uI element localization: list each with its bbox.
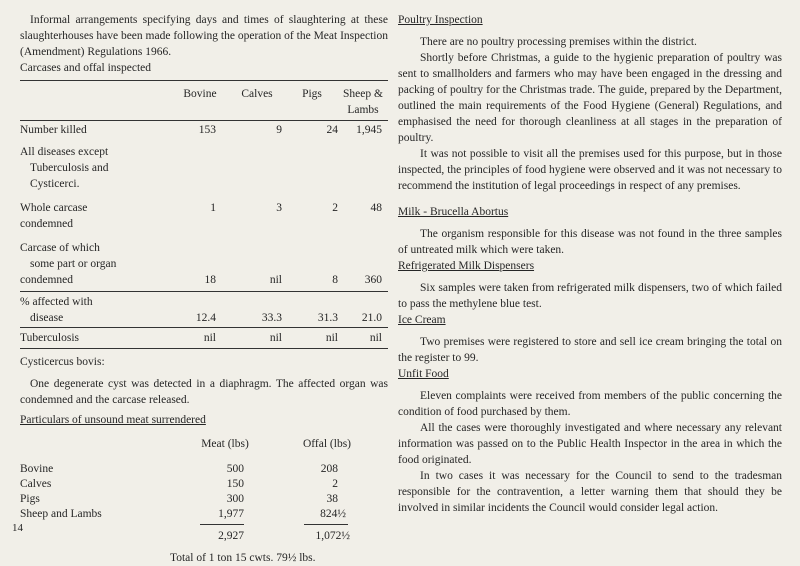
cell-value: 300 <box>226 493 244 505</box>
cysticercus-label: Cysticercus bovis: <box>20 356 105 368</box>
cell-value: 38 <box>326 493 338 505</box>
icecream-heading: Ice Cream <box>398 314 446 326</box>
total-rule <box>304 524 348 525</box>
row-label: condemned <box>20 218 74 230</box>
milk-heading: Milk - Brucella Abortus <box>398 206 509 218</box>
paragraph: All the cases were thoroughly investigated and where necessary any relevant information was passed on to the Public Health Inspector in the area in which the food originated. <box>398 422 782 466</box>
row-label: All diseases except <box>20 146 109 158</box>
row-label: disease <box>30 312 64 324</box>
cell-value: 21.0 <box>361 312 382 324</box>
cell-value: 150 <box>226 478 244 490</box>
header-calves: Calves <box>241 88 273 100</box>
header-meat: Meat (lbs) <box>201 438 249 450</box>
cell-value: nil <box>325 332 338 344</box>
cell-value: 9 <box>276 124 282 136</box>
paragraph: Shortly before Christmas, a guide to the hygienic preparation of poultry was sent to smallholders and farmers who may have been engaged in the dressing and packing of poultry for the Christmas trade. The guide, prepared by the Department, outlined the main requirements of the Food Hygiene (General) Regulations, and emphasised the need for thorough cleanliness at all stages in the preparation of poultry. <box>398 52 782 144</box>
row-label: condemned <box>20 274 74 286</box>
cysticercus-paragraph: One degenerate cyst was detected in a diaphragm. The affected organ was condemned and the carcase released. <box>20 378 388 406</box>
cell-value: nil <box>269 274 282 286</box>
unsound-heading: Particulars of unsound meat surrendered <box>20 414 206 426</box>
paragraph: Two premises were registered to store and sell ice cream bringing the total on the register to 99. <box>398 336 782 364</box>
total-rule <box>200 524 244 525</box>
cell-value: 1,945 <box>356 124 382 136</box>
row-label: Bovine <box>20 463 54 475</box>
row-label: Whole carcase <box>20 202 88 214</box>
cell-value: 31.3 <box>317 312 338 324</box>
table-top-rule <box>20 80 388 81</box>
cell-value: 153 <box>198 124 216 136</box>
milk-section <box>398 204 782 258</box>
intro-paragraph: Informal arrangements specifying days and times of slaughtering at these slaughterhouses have been made following the operation of the Meat Inspection (Amendment) Regulations 1966. <box>20 14 388 58</box>
row-rule <box>20 327 388 328</box>
cell-value: 2 <box>332 202 338 214</box>
cell-value: 500 <box>226 463 244 475</box>
row-label: some part or organ <box>30 258 117 270</box>
page-number: 14 <box>12 522 23 534</box>
carcases-heading: Carcases and offal inspected <box>20 62 152 74</box>
total-offal: 1,072½ <box>315 530 350 542</box>
cell-value: 824½ <box>320 508 346 520</box>
icecream-section <box>398 312 782 366</box>
header-offal: Offal (lbs) <box>302 438 351 450</box>
row-label: Sheep and Lambs <box>20 508 102 520</box>
row-label: Number killed <box>20 124 87 136</box>
paragraph: There are no poultry processing premises within the district. <box>420 36 697 48</box>
cell-value: nil <box>269 332 282 344</box>
paragraph: Six samples were taken from refrigerated milk dispensers, two of which failed to pass the methylene blue test. <box>398 282 782 310</box>
cell-value: 24 <box>326 124 338 136</box>
header-pigs: Pigs <box>302 88 322 100</box>
row-label: Tuberculosis <box>20 332 79 344</box>
cell-value: nil <box>203 332 216 344</box>
cell-value: 12.4 <box>195 312 216 324</box>
total-meat: 2,927 <box>218 530 244 542</box>
cell-value: 48 <box>370 202 382 214</box>
header-sheep: Sheep & <box>343 88 383 100</box>
cell-value: 33.3 <box>261 312 282 324</box>
paragraph: In two cases it was necessary for the Council to send to the tradesman responsible for the contravention, a letter warning them that should they be involved in similar incidents the Council would consider legal action. <box>398 470 782 514</box>
dispensers-heading: Refrigerated Milk Dispensers <box>398 260 535 272</box>
row-label: Calves <box>20 478 52 490</box>
cell-value: 2 <box>332 478 338 490</box>
poultry-heading: Poultry Inspection <box>398 14 483 26</box>
cell-value: 1,977 <box>218 508 244 520</box>
cell-value: 3 <box>276 202 282 214</box>
cell-value: 360 <box>364 274 382 286</box>
row-rule <box>20 291 388 292</box>
dispensers-section <box>398 258 782 312</box>
cell-value: 8 <box>332 274 338 286</box>
row-label: Pigs <box>20 493 40 505</box>
paragraph: The organism responsible for this disease was not found in the three samples of untreated milk which were taken. <box>398 228 782 256</box>
paragraph: Eleven complaints were received from members of the public concerning the condition of food purchased by them. <box>398 390 782 418</box>
unfit-food-heading: Unfit Food <box>398 368 449 380</box>
cell-value: nil <box>369 332 382 344</box>
poultry-section <box>398 12 782 194</box>
cell-value: 1 <box>210 202 216 214</box>
row-label: % affected with <box>20 296 93 308</box>
grand-total: Total of 1 ton 15 cwts. 79½ lbs. <box>170 552 316 564</box>
cell-value: 208 <box>320 463 338 475</box>
paragraph: It was not possible to visit all the premises used for this purpose, but in those inspected, the principles of food hygiene were observed and it was not necessary to recommend the institution of legal proceedings in respect of any premises. <box>398 148 782 192</box>
row-label: Tuberculosis and <box>30 162 109 174</box>
row-label: Carcase of which <box>20 242 100 254</box>
table-bottom-rule <box>20 348 388 349</box>
header-rule <box>20 120 388 121</box>
cell-value: 18 <box>204 274 216 286</box>
header-bovine: Bovine <box>183 88 217 100</box>
row-label: Cysticerci. <box>30 178 80 190</box>
unfit-food-section <box>398 366 782 516</box>
header-lambs: Lambs <box>347 104 379 116</box>
